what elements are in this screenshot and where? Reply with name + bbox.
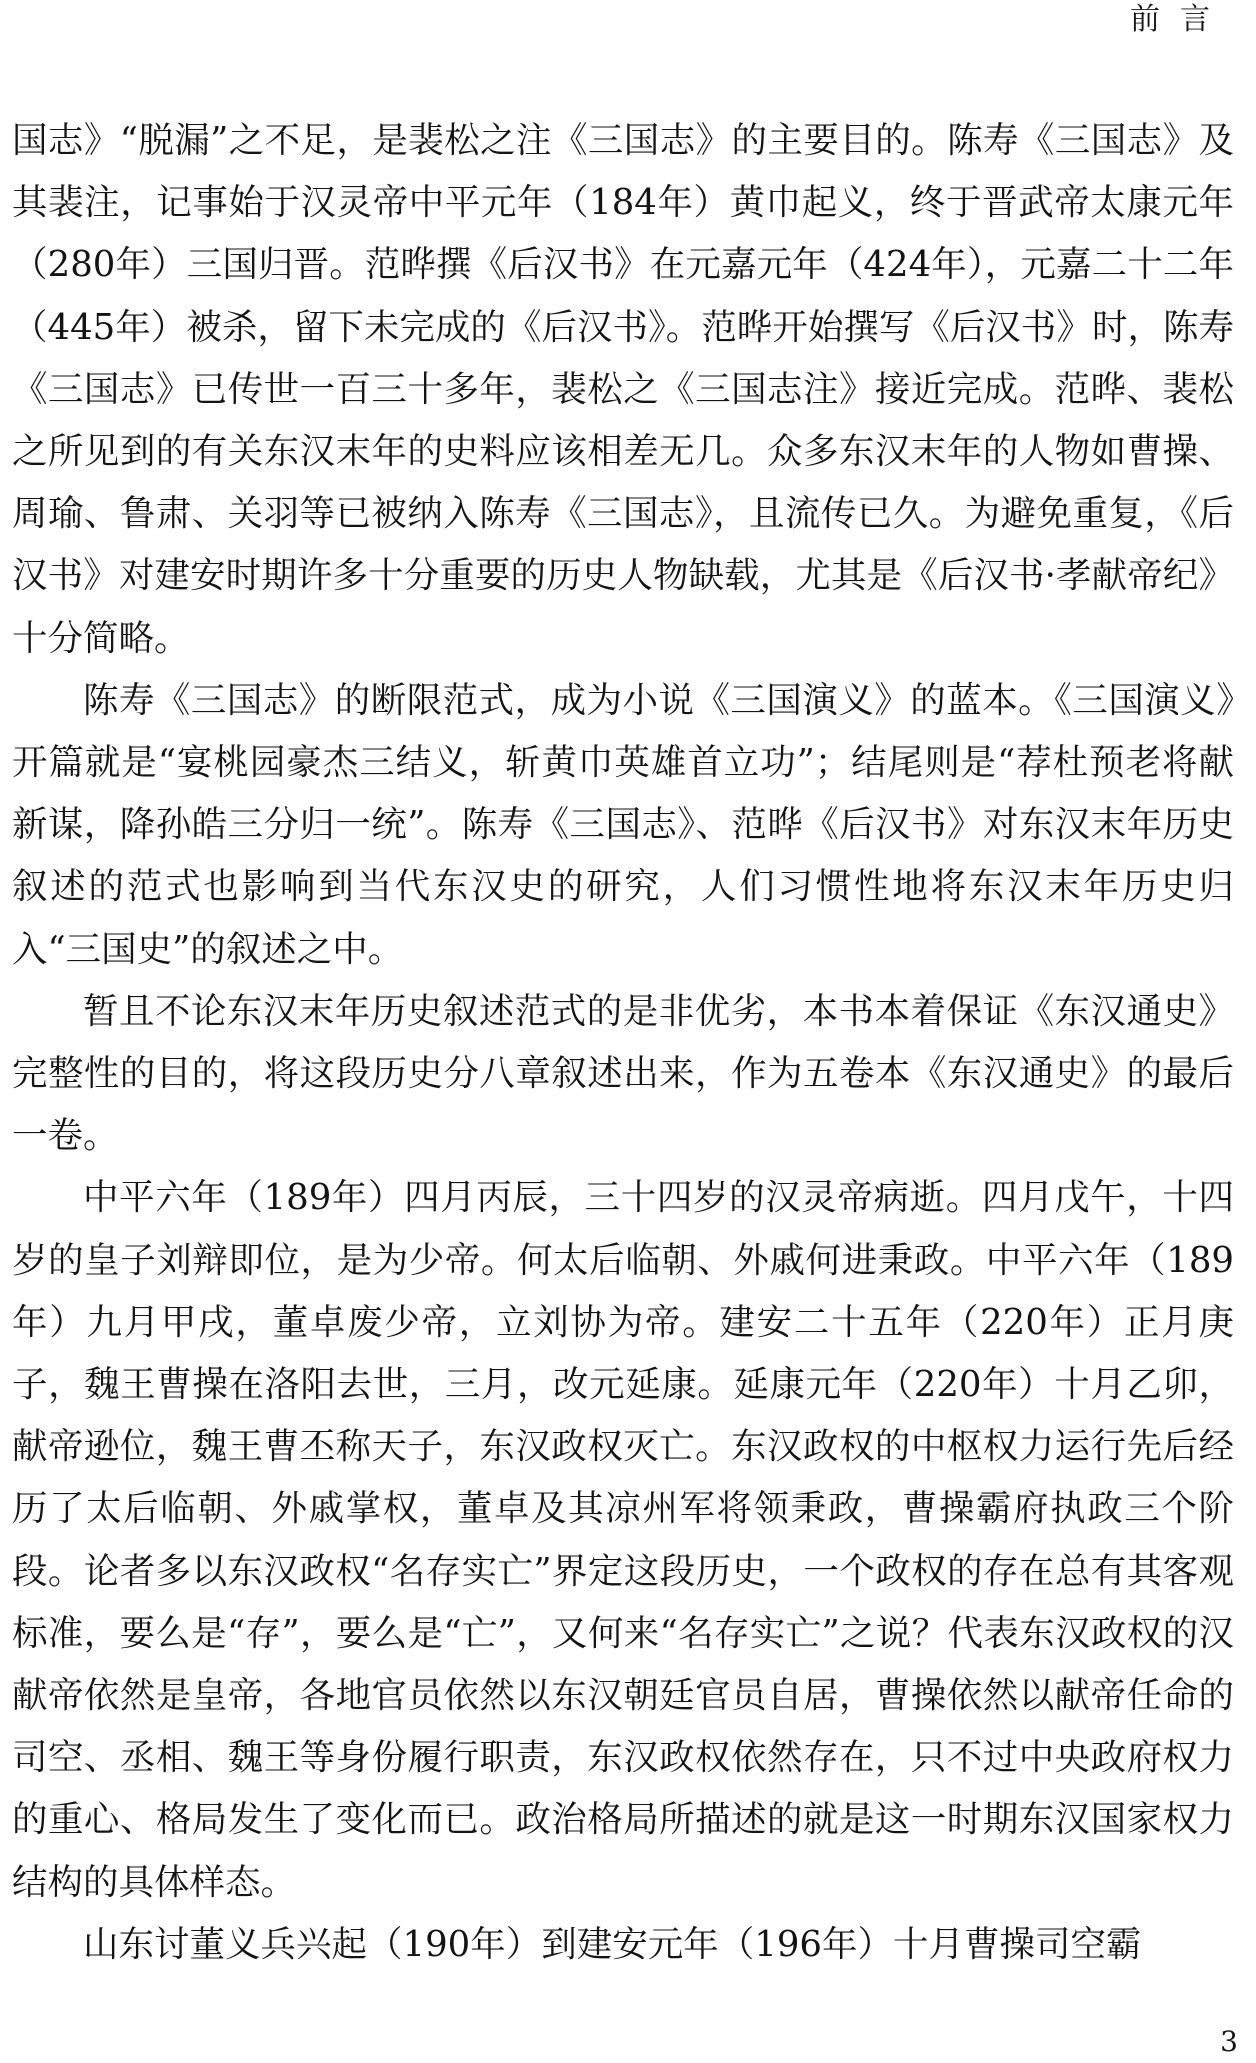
paragraph: 中平六年（189年）四月丙辰，三十四岁的汉灵帝病逝。四月戊午，十四岁的皇子刘辩即位，是为少帝。何太后临朝、外戚何进秉政。中平六年（189年）九月甲戌，董卓废少帝，立刘协为帝。建安二十五年（220年）正月庚子，魏王曹操在洛阳去世，三月，改元延康。延康元年（220年）十月乙卯，献帝逊位，魏王曹丕称天子，东汉政权灭亡。东汉政权的中枢权力运行先后经历了太后临朝、外戚掌权，董卓及其凉州军将领秉政，曹操霸府执政三个阶段。论者多以东汉政权“名存实亡”界定这段历史，一个政权的存在总有其客观标准，要么是“存”，要么是“亡”，又何来“名存实亡”之说？代表东汉政权的汉献帝依然是皇帝，各地官员依然以东汉朝廷官员自居，曹操依然以献帝任命的司空、丞相、魏王等身份履行职责，东汉政权依然存在，只不过中央政府权力的重心、格局发生了变化而已。政治格局所描述的就是这一时期东汉国家权力结构的具体样态。 <box>12 1177 1234 1903</box>
paragraph: 国志》“脱漏”之不足，是裴松之注《三国志》的主要目的。陈寿《三国志》及其裴注，记事始于汉灵帝中平元年（184年）黄巾起义，终于晋武帝太康元年（280年）三国归晋。范晔撰《后汉书》在元嘉元年（424年），元嘉二十二年（445年）被杀，留下未完成的《后汉书》。范晔开始撰写《后汉书》时，陈寿《三国志》已传世一百三十多年，裴松之《三国志注》接近完成。范晔、裴松之所见到的有关东汉末年的史料应该相差无几。众多东汉末年的人物如曹操、周瑜、鲁肃、关羽等已被纳入陈寿《三国志》，且流传已久。为避免重复，《后汉书》对建安时期许多十分重要的历史人物缺载，尤其是《后汉书·孝献帝纪》十分简略。 <box>12 120 1234 659</box>
running-head: 前言 <box>1130 2 1230 37</box>
paragraph: 山东讨董义兵兴起（190年）到建安元年（196年）十月曹操司空霸 <box>83 1923 1142 1965</box>
page-number: 3 <box>1220 2025 1238 2059</box>
paragraph: 陈寿《三国志》的断限范式，成为小说《三国演义》的蓝本。《三国演义》开篇就是“宴桃园豪杰三结义，斩黄巾英雄首立功”；结尾则是“荐杜预老将献新谋，降孙皓三分归一统”。陈寿《三国志》、范晔《后汉书》对东汉末年历史叙述的范式也影响到当代东汉史的研究，人们习惯性地将东汉末年历史归入“三国史”的叙述之中。 <box>12 679 1234 970</box>
paragraph: 暂且不论东汉末年历史叙述范式的是非优劣，本书本着保证《东汉通史》完整性的目的，将这段历史分八章叙述出来，作为五卷本《东汉通史》的最后一卷。 <box>12 990 1234 1157</box>
body-text <box>12 110 1234 1976</box>
